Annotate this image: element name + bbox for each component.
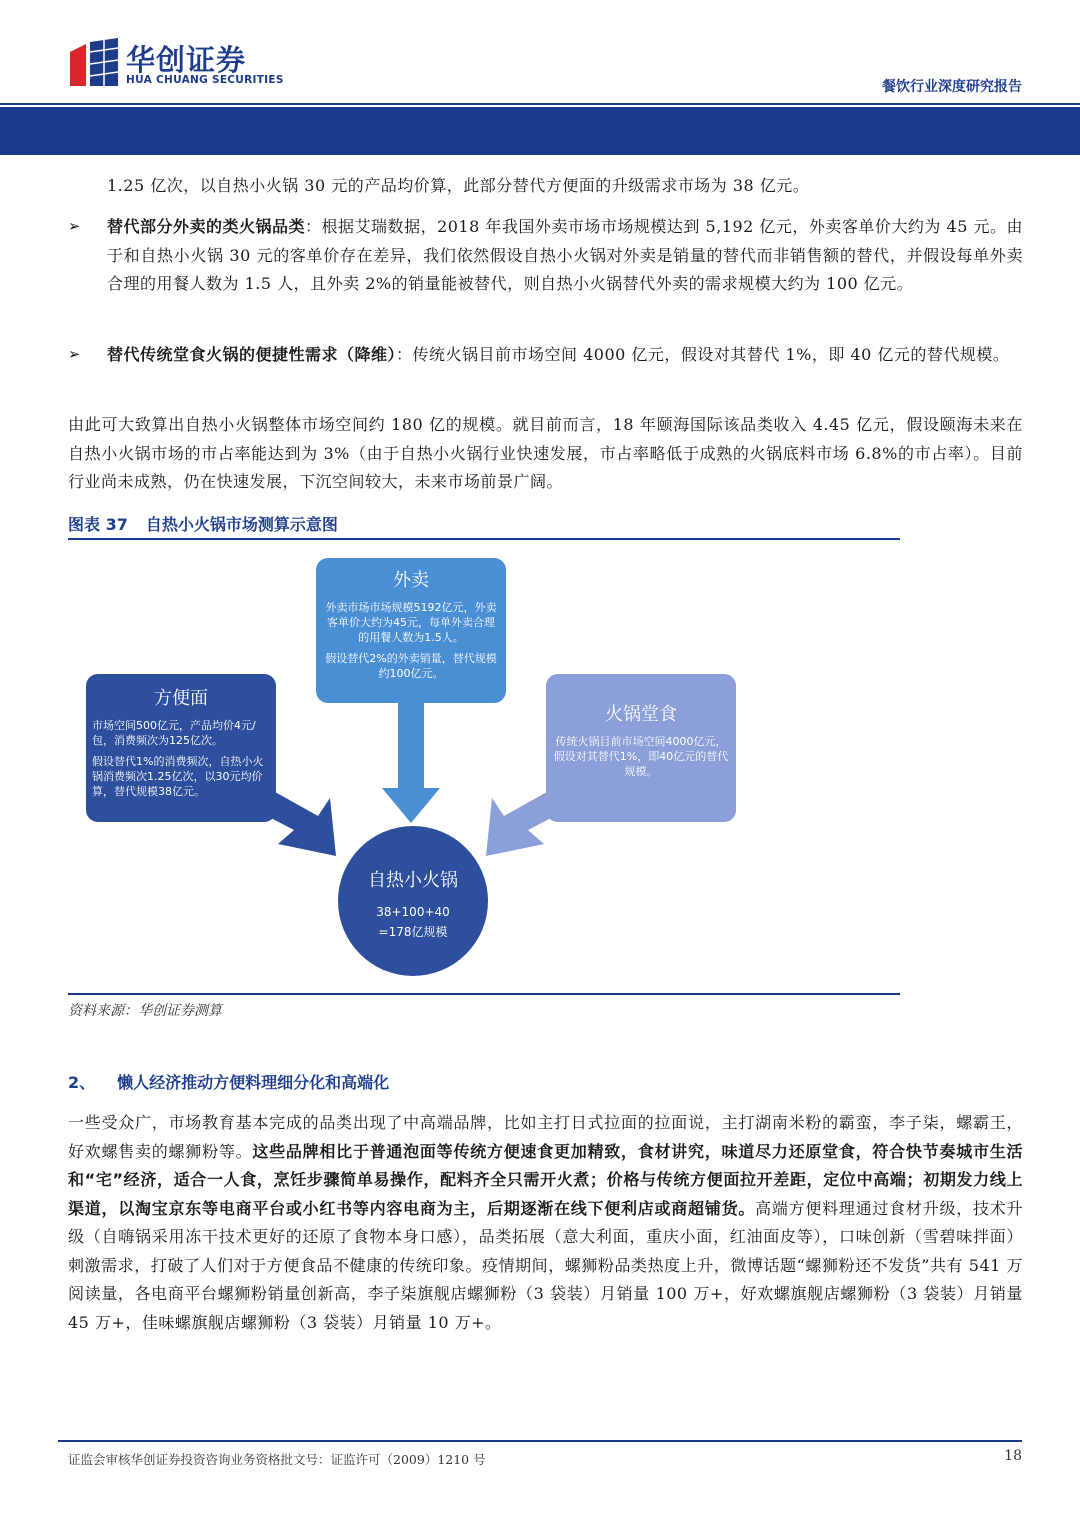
logo-mark-icon <box>68 38 120 88</box>
company-logo <box>68 36 298 92</box>
arrow-takeout-to-center <box>382 703 440 823</box>
figure-caption: 自热小火锅市场测算示意图 <box>145 515 338 534</box>
self-heating-hotpot-circle <box>338 826 488 976</box>
header-band <box>0 107 1080 155</box>
hotpot-dine-in-box-desc: 传统火锅目前市场空间4000亿元，假设对其替代1%，即40亿元的替代规模。 <box>553 735 729 778</box>
section-2-title <box>68 1070 411 1093</box>
circle-title: 自热小火锅 <box>368 870 458 891</box>
instant-noodles-box-title: 方便面 <box>154 688 208 709</box>
hotpot-dine-in-box-title: 火锅堂食 <box>605 704 677 725</box>
takeout-box-desc2: 假设替代2%的外卖销量，替代规模约100亿元。 <box>325 652 497 680</box>
bullet-heading-takeout: 替代部分外卖的类火锅品类 <box>107 217 306 236</box>
takeout-box <box>316 558 506 703</box>
figure-source: 资料来源：华创证券测算 <box>68 1003 222 1019</box>
takeout-box-desc1: 外卖市场市场规模5192亿元，外卖客单价大约为45元，每单外卖合理的用餐人数为1.5人。 <box>325 601 497 644</box>
section-2-text-bold: 这些品牌相比于普通泡面等传统方便速食更加精致，食材讲究，味道尽力还原堂食，符合快节奏城市生活和“宅”经济，适合一人食，烹饪步骤简单易操作，配料齐全只需开火煮；价格与传统方便面拉开差距，定位中高端；初期发力线上渠道，以淘宝京东等电商平台或小红书等内容电商为主，后期逐渐在线下便利店或商超铺货。 <box>68 1141 1023 1218</box>
footer-license: 证监会审核华创证券投资咨询业务资格批文号：证监许可（2009）1210 号 <box>68 1452 486 1467</box>
instant-noodles-box <box>86 674 276 822</box>
header-divider <box>0 103 1080 105</box>
bullet-body-takeout: ：根据艾瑞数据，2018 年我国外卖市场市场规模达到 5,192 亿元，外卖客单价大约为 45 元。由于和自热小火锅 30 元的客单价存在差异，我们依然假设自热小火锅对外卖是销量的替代而非销售额的替代，并假设每单外卖合理的用餐人数为 1.5 人，且外卖 2%的销量能被替代，则自热小火锅替代外卖的需求规模大约为 100 亿元。 <box>107 217 1023 293</box>
paragraph-continuation: 1.25 亿次，以自热小火锅 30 元的产品均价算，此部分替代方便面的升级需求市场为 38 亿元。 <box>107 176 810 195</box>
figure-number: 图表 37 <box>68 515 128 534</box>
takeout-box-title: 外卖 <box>393 570 429 591</box>
figure-top-rule <box>68 538 900 540</box>
logo-cn-text: 华创证券 <box>126 43 247 77</box>
figure-bottom-rule <box>68 993 900 995</box>
circle-total: =178亿规模 <box>378 925 448 939</box>
footer-divider <box>58 1440 1022 1442</box>
logo-en-text: HUA CHUANG SECURITIES <box>126 74 284 86</box>
hotpot-dine-in-box <box>546 674 736 822</box>
section-2-text-b: 高端方便料理通过食材升级，技术升级（自嗨锅采用冻干技术更好的还原了食物本身口感），品类拓展（意大利面，重庆小面，红油面皮等），口味创新（雪碧味拌面）刺激需求，打破了人们对于方便食品不健康的传统印象。疫情期间，螺狮粉品类热度上升，微博话题“螺狮粉还不发货”共有 541 万阅读量，各电商平台螺狮粉销量创新高，李子柒旗舰店螺狮粉（3 袋装）月销量 100 万+，好欢螺旗舰店螺狮粉（3 袋装）月销量 45 万+，佳味螺旗舰店螺狮粉（3 袋装）月销量 10 万+。 <box>68 1198 1023 1332</box>
bullet-paragraph-hotpot <box>107 341 1023 370</box>
bullet-arrow-icon: ➢ <box>68 345 81 363</box>
section-2-number: 2、 <box>68 1073 96 1092</box>
bullet-body-hotpot: ：传统火锅目前市场空间 4000 亿元，假设对其替代 1%，即 40 亿元的替代规模。 <box>396 345 1010 364</box>
section-2-heading: 懒人经济推动方便料理细分化和高端化 <box>117 1073 390 1092</box>
instant-noodles-box-desc1: 市场空间500亿元，产品均价4元/包，消费频次为125亿次。 <box>92 719 256 747</box>
figure-title <box>68 512 356 535</box>
section-2-paragraph <box>68 1109 1023 1337</box>
bullet-heading-hotpot: 替代传统堂食火锅的便捷性需求（降维） <box>107 345 397 364</box>
circle-formula: 38+100+40 <box>376 905 450 919</box>
bullet-arrow-icon: ➢ <box>68 217 81 235</box>
report-title: 餐饮行业深度研究报告 <box>882 79 1022 95</box>
market-size-diagram <box>68 548 900 988</box>
page-number: 18 <box>1004 1448 1022 1464</box>
bullet-paragraph-takeout <box>107 213 1023 299</box>
instant-noodles-box-desc2: 假设替代1%的消费频次，自热小火锅消费频次1.25亿次，以30元均价算，替代规模38亿元。 <box>92 755 264 798</box>
paragraph-summary: 由此可大致算出自热小火锅整体市场空间约 180 亿的规模。就目前而言，18 年颐海国际该品类收入 4.45 亿元，假设颐海未来在自热小火锅市场的市占率能达到为 3%（由于自热小火锅行业快速发展，市占率略低于成熟的火锅底料市场 6.8%的市占率）。目前行业尚未成熟，仍在快速发展，下沉空间较大，未来市场前景广阔。 <box>68 415 1023 491</box>
section-2-text-a: 一些受众广，市场教育基本完成的品类出现了中高端品牌，比如主打日式拉面的拉面说，主打湖南米粉的霸蛮，李子柒，螺霸王，好欢螺售卖的螺狮粉等。 <box>68 1113 1023 1161</box>
